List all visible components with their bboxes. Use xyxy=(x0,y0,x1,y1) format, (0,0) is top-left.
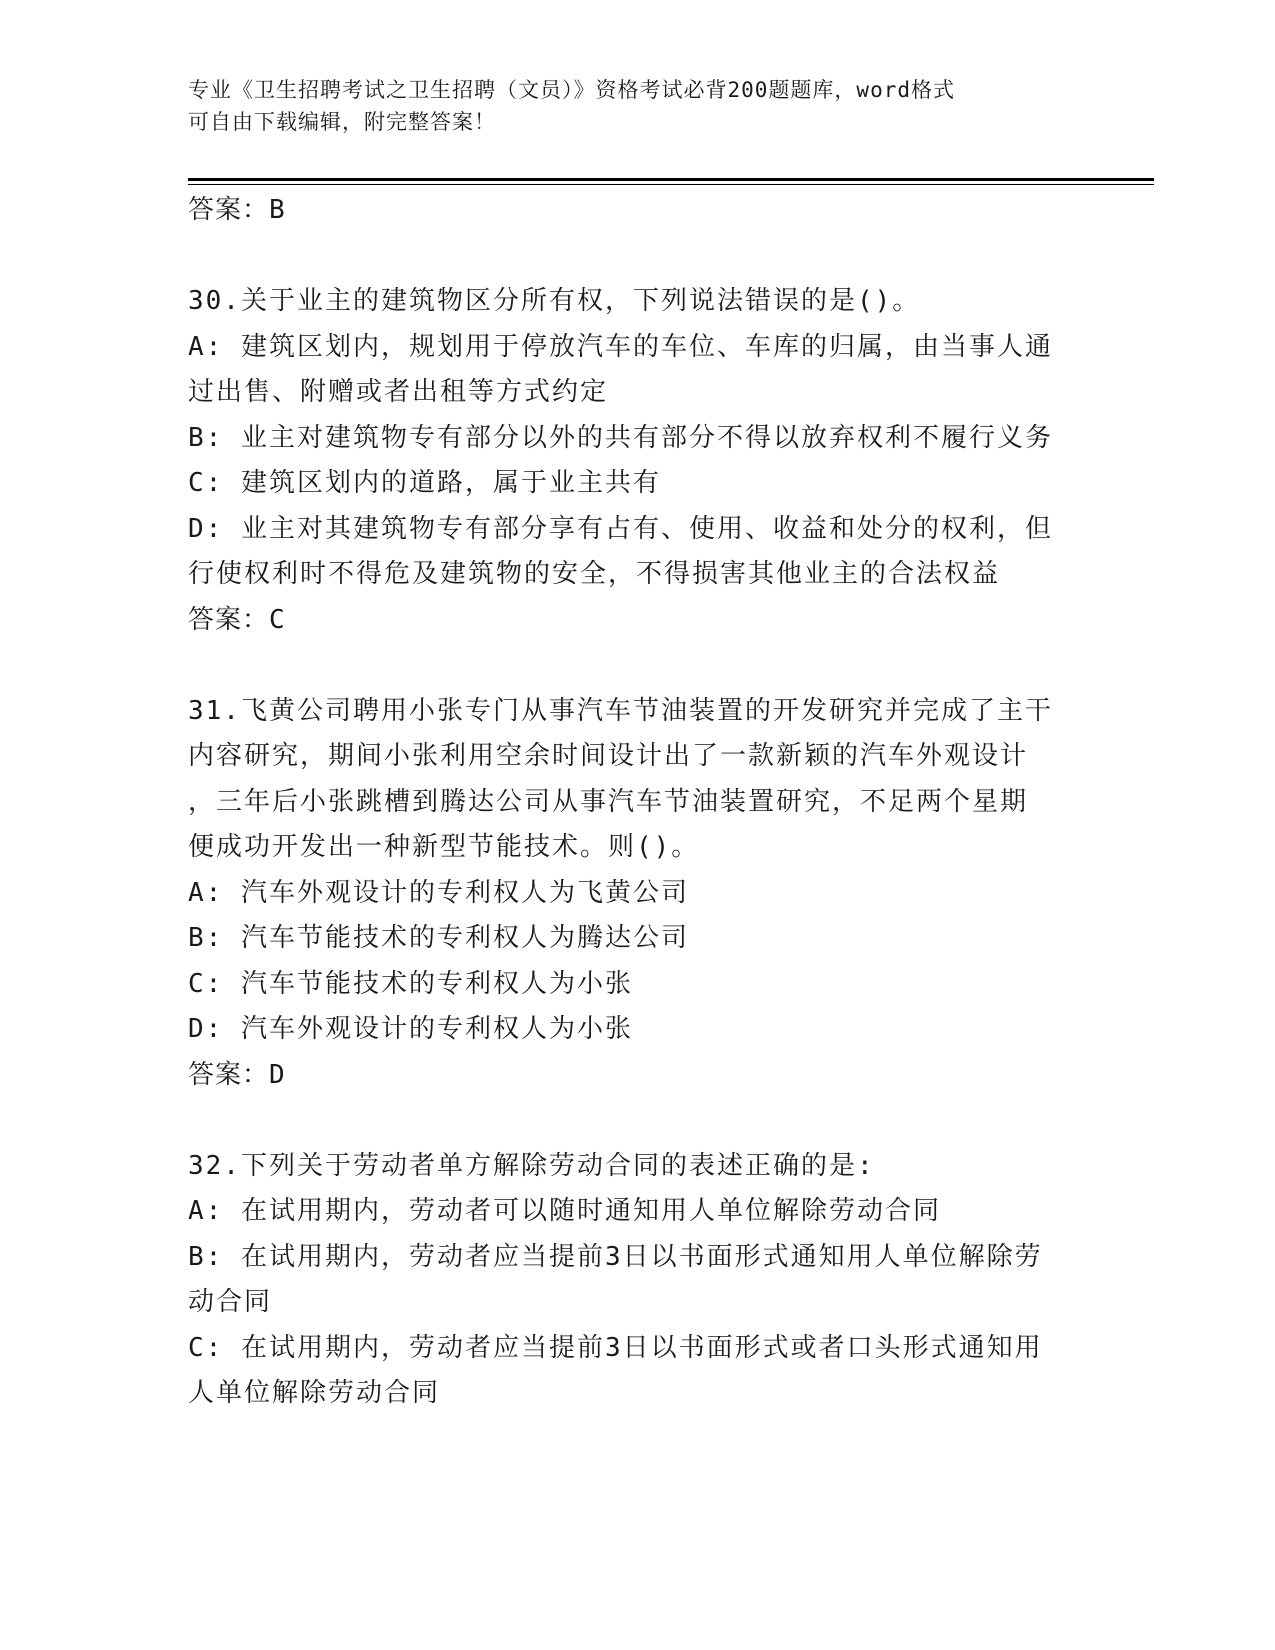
question-32 xyxy=(188,1144,1078,1417)
spacer xyxy=(188,234,1078,280)
option-b: B: 业主对建筑物专有部分以外的共有部分不得以放弃权利不履行义务 xyxy=(188,422,1053,453)
answer: 答案：D xyxy=(188,1059,286,1090)
question-stem: 32.下列关于劳动者单方解除劳动合同的表述正确的是: xyxy=(188,1150,875,1181)
option-c: C: 在试用期内，劳动者应当提前3日以书面形式或者口头形式通知用 xyxy=(188,1332,1043,1363)
question-stem: 30.关于业主的建筑物区分所有权，下列说法错误的是()。 xyxy=(188,286,921,316)
option-d: D: 汽车外观设计的专利权人为小张 xyxy=(188,1014,633,1044)
option-d: D: 业主对其建筑物专有部分享有占有、使用、收益和处分的权利，但 xyxy=(188,513,1053,544)
option-c-continued: 人单位解除劳动合同 xyxy=(188,1378,441,1408)
answer: 答案：C xyxy=(188,604,286,635)
question-31 xyxy=(188,689,1078,1099)
option-a: A: 汽车外观设计的专利权人为飞黄公司 xyxy=(188,877,689,908)
header-line-2: 可自由下载编辑，附完整答案！ xyxy=(188,110,496,134)
option-a: A: 建筑区划内，规划用于停放汽车的车位、车库的归属，由当事人通 xyxy=(188,331,1053,362)
option-c: C: 汽车节能技术的专利权人为小张 xyxy=(188,968,633,999)
header-rule-thin xyxy=(188,184,1154,185)
question-stem-continued: 内容研究，期间小张利用空余时间设计出了一款新颖的汽车外观设计 xyxy=(188,741,1029,771)
header-rule-thick xyxy=(188,178,1154,181)
option-a: A: 在试用期内，劳动者可以随时通知用人单位解除劳动合同 xyxy=(188,1196,941,1226)
option-d-continued: 行使权利时不得危及建筑物的安全，不得损害其他业主的合法权益 xyxy=(188,559,1001,589)
option-b-continued: 动合同 xyxy=(188,1287,273,1317)
header-line-1: 专业《卫生招聘考试之卫生招聘（文员）》资格考试必背200题题库，word格式 xyxy=(188,78,955,102)
document-header xyxy=(188,74,1068,138)
answer-previous: 答案：B xyxy=(188,195,286,225)
spacer xyxy=(188,643,1078,689)
option-b: B: 汽车节能技术的专利权人为腾达公司 xyxy=(188,923,689,953)
document-body xyxy=(188,188,1078,1417)
question-stem-continued: ，三年后小张跳槽到腾达公司从事汽车节油装置研究，不足两个星期 xyxy=(188,786,1029,817)
question-30 xyxy=(188,279,1078,643)
option-b: B: 在试用期内，劳动者应当提前3日以书面形式通知用人单位解除劳 xyxy=(188,1241,1043,1272)
option-c: C: 建筑区划内的道路，属于业主共有 xyxy=(188,468,661,498)
question-stem: 31.飞黄公司聘用小张专门从事汽车节油装置的开发研究并完成了主干 xyxy=(188,695,1053,726)
option-a-continued: 过出售、附赠或者出租等方式约定 xyxy=(188,377,609,407)
question-stem-continued: 便成功开发出一种新型节能技术。则()。 xyxy=(188,832,700,862)
spacer xyxy=(188,1098,1078,1144)
